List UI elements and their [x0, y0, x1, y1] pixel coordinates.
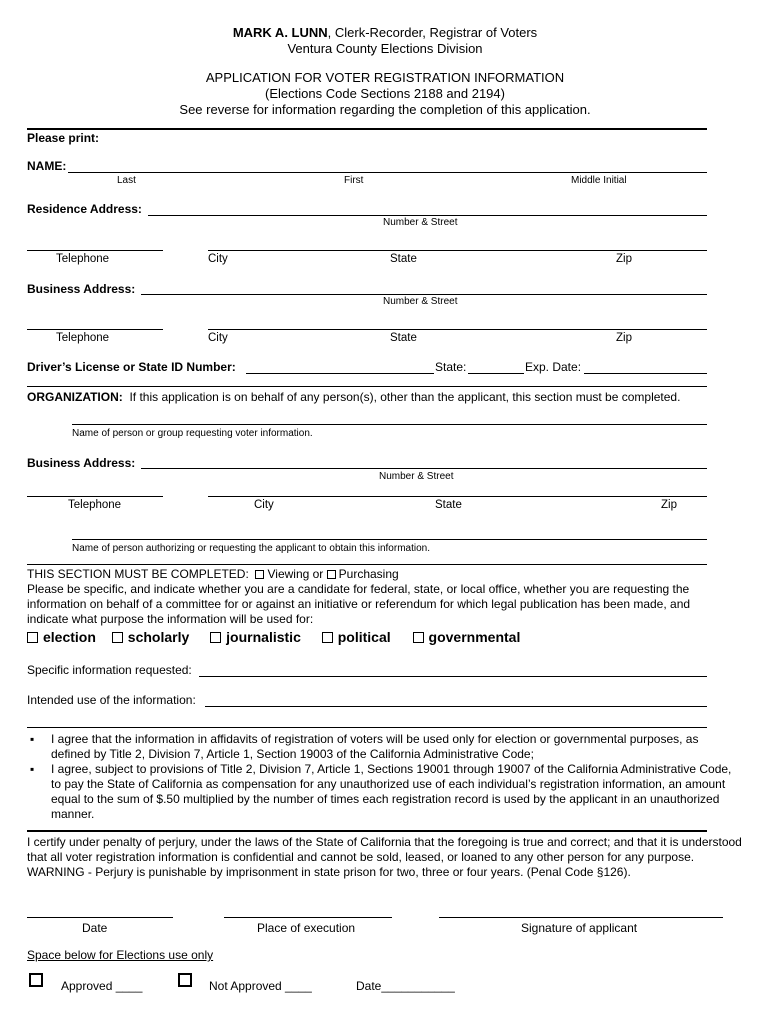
organization-telephone-caption: Telephone [68, 499, 122, 511]
organization-divider [27, 386, 707, 387]
header-divider [27, 128, 707, 130]
residence-address-label: Residence Address: [27, 202, 142, 216]
certify-statement: I certify under penalty of perjury, under the laws of the State of California that the foregoing is true and correct; and that it is understood that all voter registration information is confidential and cannot be sold, leased, or loaned to any other person for any purpose. WARNING - Perjury is punishable by imprisonment in state prison for two, three or four years. (Penal Code §126). [27, 835, 742, 879]
residence-telephone-field[interactable] [27, 250, 163, 251]
bullet-2: ▪ [30, 762, 35, 776]
approved-label: Approved ____ [61, 979, 143, 993]
see-reverse-note: See reverse for information regarding the completion of this application. [179, 102, 591, 117]
business-zip-caption: Zip [616, 332, 632, 344]
division-name: Ventura County Elections Division [287, 41, 483, 56]
specify-instructions: Please be specific, and indicate whether you are a candidate for federal, state, or local office, whether you are requesting the information on behalf of a committee for or against an initiative or referendum for which legal publication has been made, and indicate what purpose the information will be used for: [27, 582, 691, 626]
organization-heading [27, 390, 680, 404]
organization-city-caption: City [254, 499, 274, 511]
license-exp-label: Exp. Date: [525, 360, 582, 374]
organization-state-caption: State [435, 499, 462, 511]
journalistic-label: journalistic [226, 629, 301, 645]
residence-street-caption: Number & Street [383, 217, 458, 228]
political-checkbox[interactable] [322, 632, 333, 643]
business-state-caption: State [390, 332, 417, 344]
section-must-line [27, 567, 399, 581]
specific-info-label: Specific information requested: [27, 663, 192, 677]
approved-checkbox[interactable] [29, 973, 43, 991]
intended-use-field-2[interactable] [27, 727, 707, 728]
specific-info-field[interactable] [199, 676, 707, 677]
governmental-checkbox[interactable] [413, 632, 424, 643]
section-divider [27, 564, 707, 565]
section-must-label: THIS SECTION MUST BE COMPLETED: [27, 567, 249, 581]
scholarly-label: scholarly [127, 629, 190, 645]
business-city-caption: City [208, 332, 228, 344]
signature-field[interactable] [439, 917, 723, 918]
authorizing-person-field[interactable] [72, 539, 707, 540]
purpose-option-governmental[interactable] [413, 629, 521, 645]
agreement-2: I agree, subject to provisions of Title 2, Division 7, Article 1, Sections 19001 through 19007 of the California Administrative Code, to pay the State of California as compensation for any unauthorized use of each individual’s registration information, an amount equal to the sum of $.50 multiplied by the number of times each registration record is used by the applicant in an unauthorized manner. [51, 762, 732, 821]
office-use-label: Space below for Elections use only [27, 948, 214, 962]
place-of-execution-field[interactable] [224, 917, 392, 918]
please-print-label: Please print: [27, 131, 100, 145]
business-street-caption: Number & Street [383, 296, 458, 307]
bullet-1: ▪ [30, 732, 35, 746]
business-street-field[interactable] [141, 294, 707, 295]
political-label: political [337, 629, 391, 645]
business-city-state-zip-field[interactable] [208, 329, 707, 330]
purpose-option-scholarly[interactable] [112, 629, 189, 645]
date-caption: Date [82, 921, 108, 935]
purpose-option-election[interactable] [27, 629, 96, 645]
license-exp-field[interactable] [584, 373, 707, 374]
clerk-name: MARK A. LUNN [232, 25, 328, 40]
purchasing-label: Purchasing [338, 567, 399, 581]
organization-business-label: Business Address: [27, 456, 136, 470]
organization-street-caption: Number & Street [379, 471, 454, 482]
application-title: APPLICATION FOR VOTER REGISTRATION INFORMATION [205, 70, 565, 85]
code-reference: (Elections Code Sections 2188 and 2194) [265, 86, 505, 101]
election-checkbox[interactable] [27, 632, 38, 643]
residence-street-field[interactable] [148, 215, 707, 216]
business-telephone-field[interactable] [27, 329, 163, 330]
scholarly-checkbox[interactable] [112, 632, 123, 643]
office-date-label: Date___________ [356, 979, 455, 993]
organization-zip-caption: Zip [661, 499, 677, 511]
purpose-option-journalistic[interactable] [210, 629, 301, 645]
office-title [0, 25, 770, 40]
not-approved-label: Not Approved ____ [209, 979, 312, 993]
authorizing-person-caption: Name of person authorizing or requesting the applicant to obtain this information. [72, 543, 430, 554]
name-label: NAME: [27, 159, 67, 173]
first-name-caption: First [344, 175, 364, 186]
license-label: Driver’s License or State ID Number: [27, 360, 236, 374]
purpose-options [27, 629, 520, 645]
certify-divider [27, 830, 707, 832]
election-label: election [43, 629, 96, 645]
signature-caption: Signature of applicant [521, 921, 638, 935]
governmental-label: governmental [428, 629, 521, 645]
business-telephone-caption: Telephone [56, 332, 110, 344]
license-state-label: State: [435, 360, 467, 374]
last-name-caption: Last [117, 175, 136, 186]
intended-use-field[interactable] [205, 706, 707, 707]
license-number-field[interactable] [246, 373, 434, 374]
journalistic-checkbox[interactable] [210, 632, 221, 643]
business-address-label: Business Address: [27, 282, 136, 296]
residence-state-caption: State [390, 253, 417, 265]
middle-initial-caption: Middle Initial [571, 175, 627, 186]
date-field[interactable] [27, 917, 173, 918]
residence-city-state-zip-field[interactable] [208, 250, 707, 251]
name-field[interactable] [68, 172, 707, 173]
organization-label: ORGANIZATION: [27, 390, 123, 404]
place-of-execution-caption: Place of execution [257, 921, 356, 935]
viewing-checkbox[interactable] [255, 570, 264, 579]
organization-city-state-zip-field[interactable] [208, 496, 707, 497]
residence-zip-caption: Zip [616, 253, 632, 265]
organization-group-caption: Name of person or group requesting voter information. [72, 428, 313, 439]
purchasing-checkbox[interactable] [327, 570, 336, 579]
organization-street-field[interactable] [141, 468, 707, 469]
license-state-field[interactable] [468, 373, 524, 374]
not-approved-checkbox[interactable] [178, 973, 192, 991]
intended-use-label: Intended use of the information: [27, 693, 196, 707]
agreement-1: I agree that the information in affidavits of registration of voters will be used only for election or governmental purposes, as defined by Title 2, Division 7, Article 1, Section 19003 of the California Administrative Code; [51, 732, 699, 761]
viewing-label: Viewing or [267, 567, 324, 581]
organization-note: If this application is on behalf of any person(s), other than the applicant, this section must be completed. [129, 390, 681, 404]
clerk-title: , Clerk-Recorder, Registrar of Voters [327, 25, 538, 40]
residence-telephone-caption: Telephone [56, 253, 110, 265]
residence-city-caption: City [208, 253, 228, 265]
organization-group-field[interactable] [72, 424, 707, 425]
purpose-option-political[interactable] [322, 629, 391, 645]
organization-telephone-field[interactable] [27, 496, 163, 497]
